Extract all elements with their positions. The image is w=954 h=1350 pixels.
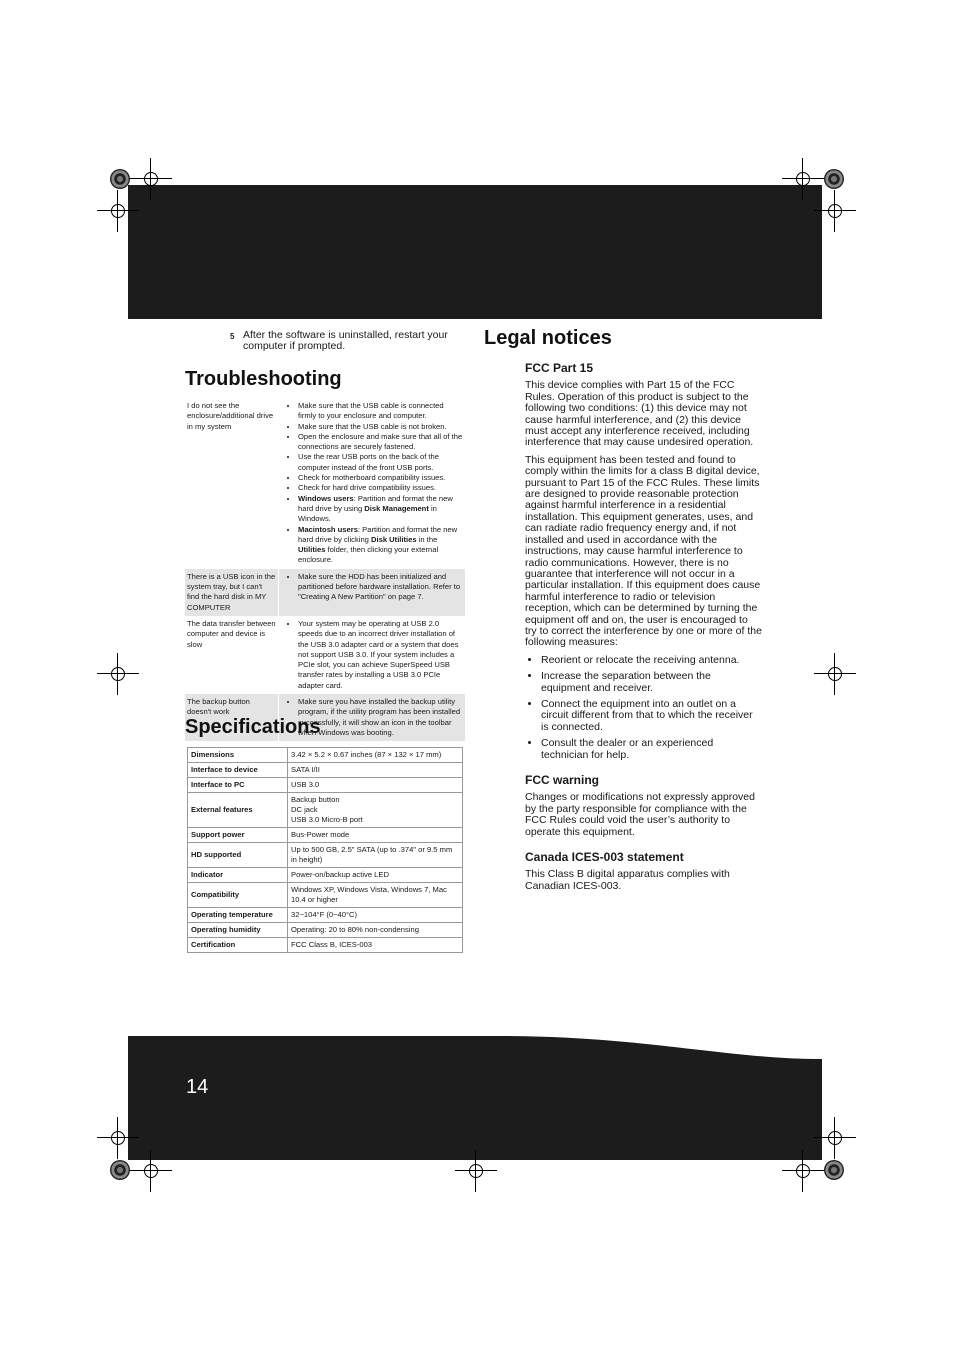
spec-value: Backup button DC jack USB 3.0 Micro-B port [288, 793, 463, 828]
table-row [185, 569, 465, 616]
list-item: • Make sure that the USB cable is connected firmly to your enclosure and computer. [298, 401, 463, 422]
spec-value: SATA I/II [288, 763, 463, 778]
keyword: Disk Utilities [371, 534, 417, 544]
problem-cell: There is a USB icon in the system tray, but I can't find the hard disk in MY COMPUTER [185, 569, 279, 616]
measures-list [525, 655, 762, 761]
list-item: • Consult the dealer or an experienced technician for help. [541, 738, 762, 761]
list-item: • Connect the equipment into an outlet on a circuit different from that to which the receiver is connected. [541, 699, 762, 733]
list-item: • Your system may be operating at USB 2.0 speeds due to an incorrect driver installation of the USB 3.0 adapter card or a system that does not support USB 3.0. If your system includes a PCIe slot, you can achieve SuperSpeed USB transfer rates by installing a USB 3.0 PCIe adapter card. [298, 619, 463, 691]
keyword: Disk Management [364, 503, 429, 513]
color-disc-icon [110, 169, 130, 189]
registration-mark-icon [822, 198, 848, 224]
spec-key: Dimensions [188, 748, 288, 763]
table-row [188, 868, 463, 883]
troubleshooting-table [185, 398, 465, 741]
specifications-table [187, 747, 463, 953]
paragraph: This device complies with Part 15 of the FCC Rules. Operation of this product is subject to the following two conditions: (1) this device may not cause harmful interference, and (2) this device must accept any interference received, including interference that may cause undesired operation. [525, 379, 754, 449]
table-row [185, 616, 465, 694]
table-row [188, 793, 463, 828]
list-item: • Make sure you have installed the backup utility program, if the utility program has been installed successfully, it will show an icon in the toolbar when Windows was booting. [298, 697, 463, 738]
spec-value: USB 3.0 [288, 778, 463, 793]
footer-wave [128, 1035, 822, 1065]
problem-cell: The backup button doesn't work [185, 694, 279, 741]
table-row [188, 883, 463, 908]
table-row [188, 908, 463, 923]
solution-cell [279, 398, 466, 569]
list-item: • Make sure the HDD has been initialized and partitioned before hardware installation. Refer to "Creating A New Partition" on page 7. [298, 572, 463, 603]
spec-key: Interface to PC [188, 778, 288, 793]
solution-cell [279, 616, 466, 694]
solution-cell [279, 569, 466, 616]
paragraph: This Class B digital apparatus complies with Canadian ICES-003. [525, 868, 730, 892]
legal-notices-title: Legal notices [484, 327, 612, 349]
keyword: Macintosh users [298, 524, 358, 534]
page-number: 14 [186, 1076, 209, 1098]
list-item: • Increase the separation between the equipment and receiver. [541, 671, 762, 694]
color-disc-icon [110, 1160, 130, 1180]
paragraph: Changes or modifications not expressly approved by the party responsible for compliance with the FCC Rules could void the user’s authority to operate this equipment. [525, 791, 755, 838]
list-item: • Reorient or relocate the receiving antenna. [541, 655, 762, 666]
text-run: in Windows. [298, 503, 437, 524]
registration-mark-icon [138, 166, 164, 192]
list-item [298, 494, 463, 525]
table-row [188, 828, 463, 843]
registration-mark-icon [822, 1125, 848, 1151]
spec-key: Interface to device [188, 763, 288, 778]
step-number: 5 [230, 332, 235, 341]
table-row [188, 763, 463, 778]
color-disc-icon [824, 169, 844, 189]
spec-value: Up to 500 GB, 2.5" SATA (up to .374" or 9.5 mm in height) [288, 843, 463, 868]
list-item: • Check for motherboard compatibility issues. [298, 473, 463, 483]
spec-value: 32~104°F (0~40°C) [288, 908, 463, 923]
registration-mark-icon [790, 1158, 816, 1184]
spec-key: Certification [188, 938, 288, 953]
list-item: • Make sure that the USB cable is not broken. [298, 422, 463, 432]
spec-value: FCC Class B, ICES-003 [288, 938, 463, 953]
spec-value: Bus-Power mode [288, 828, 463, 843]
text-run: folder, then clicking your external enclosure. [298, 545, 439, 565]
spec-key: HD supported [188, 843, 288, 868]
canada-heading: Canada ICES-003 statement [525, 850, 684, 865]
registration-mark-icon [105, 1125, 131, 1151]
spec-value: Windows XP, Windows Vista, Windows 7, Mac 10.4 or higher [288, 883, 463, 908]
table-row [188, 778, 463, 793]
text-run: : Partition and format the new hard drive by clicking [298, 524, 458, 544]
list-item: • Check for hard drive compatibility issues. [298, 483, 463, 493]
paragraph: This equipment has been tested and found to comply within the limits for a class B digital device, pursuant to Part 15 of the FCC Rules. These limits are designed to provide reasonable protection against harmful interference in a residential installation. This equipment generates, uses, and can radiate radio frequency energy and, if not installed and used in accordance with the instructions, may cause harmful interference to radio communications. However, there is no guarantee that interference will not occur in a particular installation. If this equipment does cause harmful interference to radio or television reception, which can be determined by turning the equipment off and on, the user is encouraged to try to correct the interference by one or more of the following measures: [525, 453, 762, 649]
problem-cell: The data transfer between computer and device is slow [185, 616, 279, 694]
table-row [188, 748, 463, 763]
table-row [188, 843, 463, 868]
footer-band [128, 1035, 822, 1160]
text-run: : Partition and format the new hard drive by using [298, 493, 453, 513]
problem-cell: I do not see the enclosure/additional drive in my system [185, 398, 279, 569]
fcc-part15-heading: FCC Part 15 [525, 361, 594, 375]
registration-mark-icon [105, 198, 131, 224]
spec-value: Power-on/backup active LED [288, 868, 463, 883]
registration-mark-icon [138, 1158, 164, 1184]
spec-key: Operating humidity [188, 923, 288, 938]
registration-mark-icon [463, 1158, 489, 1184]
registration-mark-icon [790, 166, 816, 192]
spec-value: Operating: 20 to 80% non-condensing [288, 923, 463, 938]
keyword: Windows users [298, 493, 354, 503]
list-item [298, 525, 463, 566]
keyword: Utilities [298, 545, 326, 555]
header-band [128, 185, 822, 319]
troubleshooting-title: Troubleshooting [185, 368, 342, 390]
table-row [188, 938, 463, 953]
registration-mark-icon [822, 661, 848, 687]
specifications-title: Specifications [185, 716, 321, 738]
list-item: • Use the rear USB ports on the back of the computer instead of the front USB ports. [298, 452, 463, 473]
color-disc-icon [824, 1160, 844, 1180]
spec-key: Operating temperature [188, 908, 288, 923]
spec-key: Indicator [188, 868, 288, 883]
spec-key: Compatibility [188, 883, 288, 908]
uninstall-step [230, 330, 470, 352]
spec-key: External features [188, 793, 288, 828]
fcc-warning-heading: FCC warning [525, 773, 599, 787]
legal-notices-section [525, 363, 762, 898]
step-text: After the software is uninstalled, restart your computer if prompted. [243, 329, 448, 352]
list-item: • Open the enclosure and make sure that all of the connections are securely fastened. [298, 432, 463, 453]
spec-value: 3.42 × 5.2 × 0.67 inches (87 × 132 × 17 mm) [288, 748, 463, 763]
text-run: in the [416, 534, 438, 544]
table-row [185, 398, 465, 569]
spec-key: Support power [188, 828, 288, 843]
registration-mark-icon [105, 661, 131, 687]
table-row [188, 923, 463, 938]
